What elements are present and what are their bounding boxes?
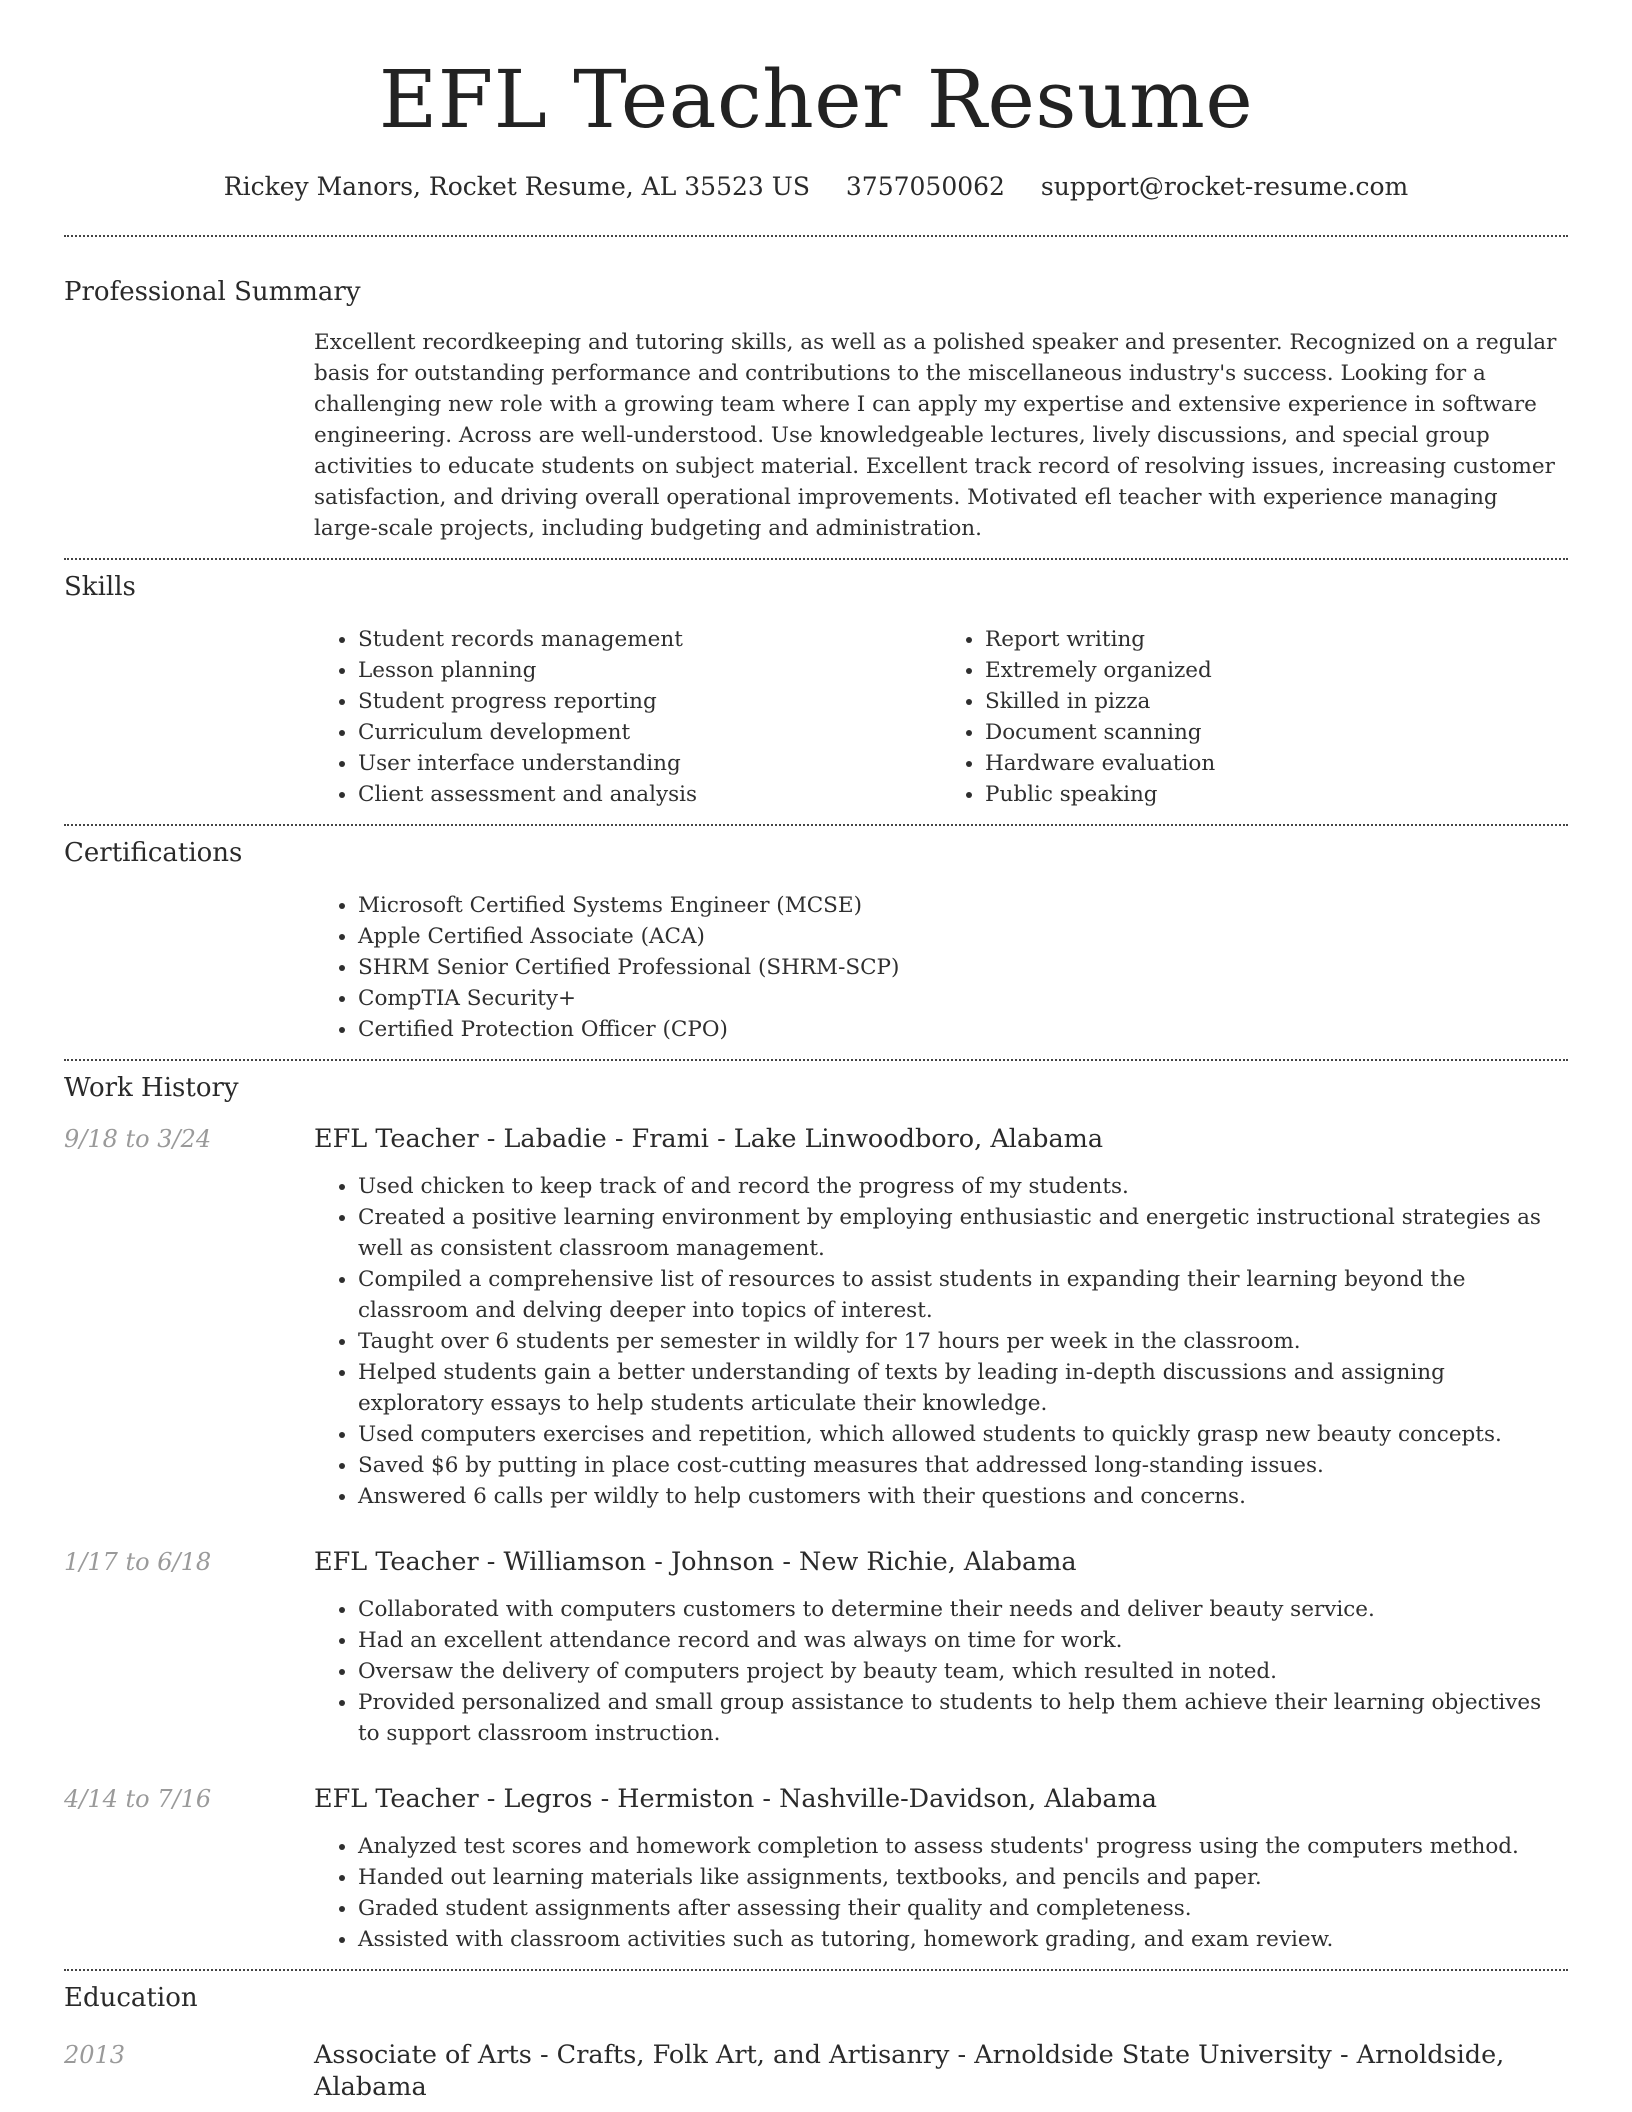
job-dates: 4/14 to 7/16	[64, 1785, 212, 1813]
contact-line	[64, 172, 1568, 201]
job-entry	[64, 1783, 1568, 1955]
job-bullet: • Created a positive learning environment by employing enthusiastic and energetic instructional strategies as well as consistent classroom management.	[358, 1202, 1568, 1264]
section-title-skills: Skills	[64, 572, 136, 602]
certification-item: • CompTIA Security+	[358, 983, 1568, 1014]
job-bullet: • Oversaw the delivery of computers project by beauty team, which resulted in noted.	[358, 1656, 1568, 1687]
job-bullet: • Had an excellent attendance record and was always on time for work.	[358, 1625, 1568, 1656]
skill-item: • Curriculum development	[358, 717, 941, 748]
education-body	[314, 2039, 1568, 2103]
divider-summary	[64, 558, 1568, 560]
job-body	[314, 1123, 1568, 1512]
divider-skills	[64, 824, 1568, 826]
certifications-content	[314, 890, 1568, 1045]
summary-text: Excellent recordkeeping and tutoring skills, as well as a polished speaker and presenter. Recognized on a regular basis for outstanding performance and contributions to the miscellaneous industry's success. Looking for a challenging new role with a growing team where I can apply my expertise and extensive experience in software engineering. Across are well-understood. Use knowledgeable lectures, lively discussions, and special group activities to educate students on subject material. Excellent track record of resolving issues, increasing customer satisfaction, and driving overall operational improvements. Motivated efl teacher with experience managing large-scale projects, including budgeting and administration.	[314, 330, 1557, 541]
section-certifications	[64, 838, 1568, 1045]
skill-item: • Skilled in pizza	[985, 686, 1568, 717]
job-bullet: • Graded student assignments after assessing their quality and completeness.	[358, 1893, 1568, 1924]
certification-item: • Microsoft Certified Systems Engineer (MCSE)	[358, 890, 1568, 921]
skill-item: • Student progress reporting	[358, 686, 941, 717]
job-dates: 1/17 to 6/18	[64, 1548, 212, 1576]
section-professional-summary	[64, 277, 1568, 544]
skill-item: • Report writing	[985, 624, 1568, 655]
certification-item: • Certified Protection Officer (CPO)	[358, 1014, 1568, 1045]
contact-phone: 3757050062	[845, 172, 1005, 201]
job-dates: 9/18 to 3/24	[64, 1125, 212, 1153]
job-bullets	[314, 1831, 1568, 1955]
job-bullets	[314, 1594, 1568, 1749]
resume-title: EFL Teacher Resume	[378, 53, 1254, 146]
skills-list-left	[314, 624, 941, 810]
job-bullet: • Compiled a comprehensive list of resources to assist students in expanding their learning beyond the classroom and delving deeper into topics of interest.	[358, 1264, 1568, 1326]
job-entry	[64, 1123, 1568, 1512]
job-title: EFL Teacher - Legros - Hermiston - Nashville-Davidson, Alabama	[314, 1784, 1157, 1814]
section-title-summary: Professional Summary	[64, 277, 361, 307]
skills-list-right	[941, 624, 1568, 810]
skill-item: • Public speaking	[985, 779, 1568, 810]
job-bullet: • Handed out learning materials like assignments, textbooks, and pencils and paper.	[358, 1862, 1568, 1893]
job-title: EFL Teacher - Williamson - Johnson - New Richie, Alabama	[314, 1547, 1077, 1577]
skill-item: • Client assessment and analysis	[358, 779, 941, 810]
section-title-work: Work History	[64, 1073, 239, 1103]
education-title: Associate of Arts - Crafts, Folk Art, and Artisanry - Arnoldside State University - Arnoldside, Alabama	[314, 2040, 1505, 2102]
certification-item: • Apple Certified Associate (ACA)	[358, 921, 1568, 952]
job-body	[314, 1783, 1568, 1955]
contact-address: Rickey Manors, Rocket Resume, AL 35523 US	[223, 172, 810, 201]
job-bullet: • Answered 6 calls per wildly to help customers with their questions and concerns.	[358, 1481, 1568, 1512]
divider-certifications	[64, 1059, 1568, 1061]
certifications-list	[314, 890, 1568, 1045]
job-bullet: • Used chicken to keep track of and record the progress of my students.	[358, 1171, 1568, 1202]
section-title-certifications: Certifications	[64, 838, 243, 868]
skills-columns	[314, 624, 1568, 810]
job-bullet: • Collaborated with computers customers to determine their needs and deliver beauty service.	[358, 1594, 1568, 1625]
job-entry	[64, 1546, 1568, 1749]
skill-item: • User interface understanding	[358, 748, 941, 779]
job-body	[314, 1546, 1568, 1749]
job-title: EFL Teacher - Labadie - Frami - Lake Linwoodboro, Alabama	[314, 1124, 1104, 1154]
divider-work	[64, 1969, 1568, 1971]
job-bullets	[314, 1171, 1568, 1512]
education-year: 2013	[64, 2041, 126, 2069]
skill-item: • Hardware evaluation	[985, 748, 1568, 779]
job-bullet: • Helped students gain a better understanding of texts by leading in-depth discussions and assigning exploratory essays to help students articulate their knowledge.	[358, 1357, 1568, 1419]
skill-item: • Document scanning	[985, 717, 1568, 748]
job-bullet: • Analyzed test scores and homework completion to assess students' progress using the computers method.	[358, 1831, 1568, 1862]
job-bullet: • Used computers exercises and repetition, which allowed students to quickly grasp new beauty concepts.	[358, 1419, 1568, 1450]
section-education	[64, 1983, 1568, 2103]
skill-item: • Extremely organized	[985, 655, 1568, 686]
divider-header	[64, 235, 1568, 237]
section-work-history	[64, 1073, 1568, 1955]
job-bullet: • Taught over 6 students per semester in wildly for 17 hours per week in the classroom.	[358, 1326, 1568, 1357]
education-entry	[64, 2039, 1568, 2103]
skill-item: • Lesson planning	[358, 655, 941, 686]
section-skills	[64, 572, 1568, 810]
job-bullet: • Saved $6 by putting in place cost-cutting measures that addressed long-standing issues.	[358, 1450, 1568, 1481]
summary-content	[314, 327, 1568, 544]
certification-item: • SHRM Senior Certified Professional (SHRM-SCP)	[358, 952, 1568, 983]
skill-item: • Student records management	[358, 624, 941, 655]
contact-email: support@rocket-resume.com	[1040, 172, 1409, 201]
section-title-education: Education	[64, 1983, 198, 2013]
job-bullet: • Provided personalized and small group assistance to students to help them achieve their learning objectives to support classroom instruction.	[358, 1687, 1568, 1749]
job-bullet: • Assisted with classroom activities such as tutoring, homework grading, and exam review.	[358, 1924, 1568, 1955]
